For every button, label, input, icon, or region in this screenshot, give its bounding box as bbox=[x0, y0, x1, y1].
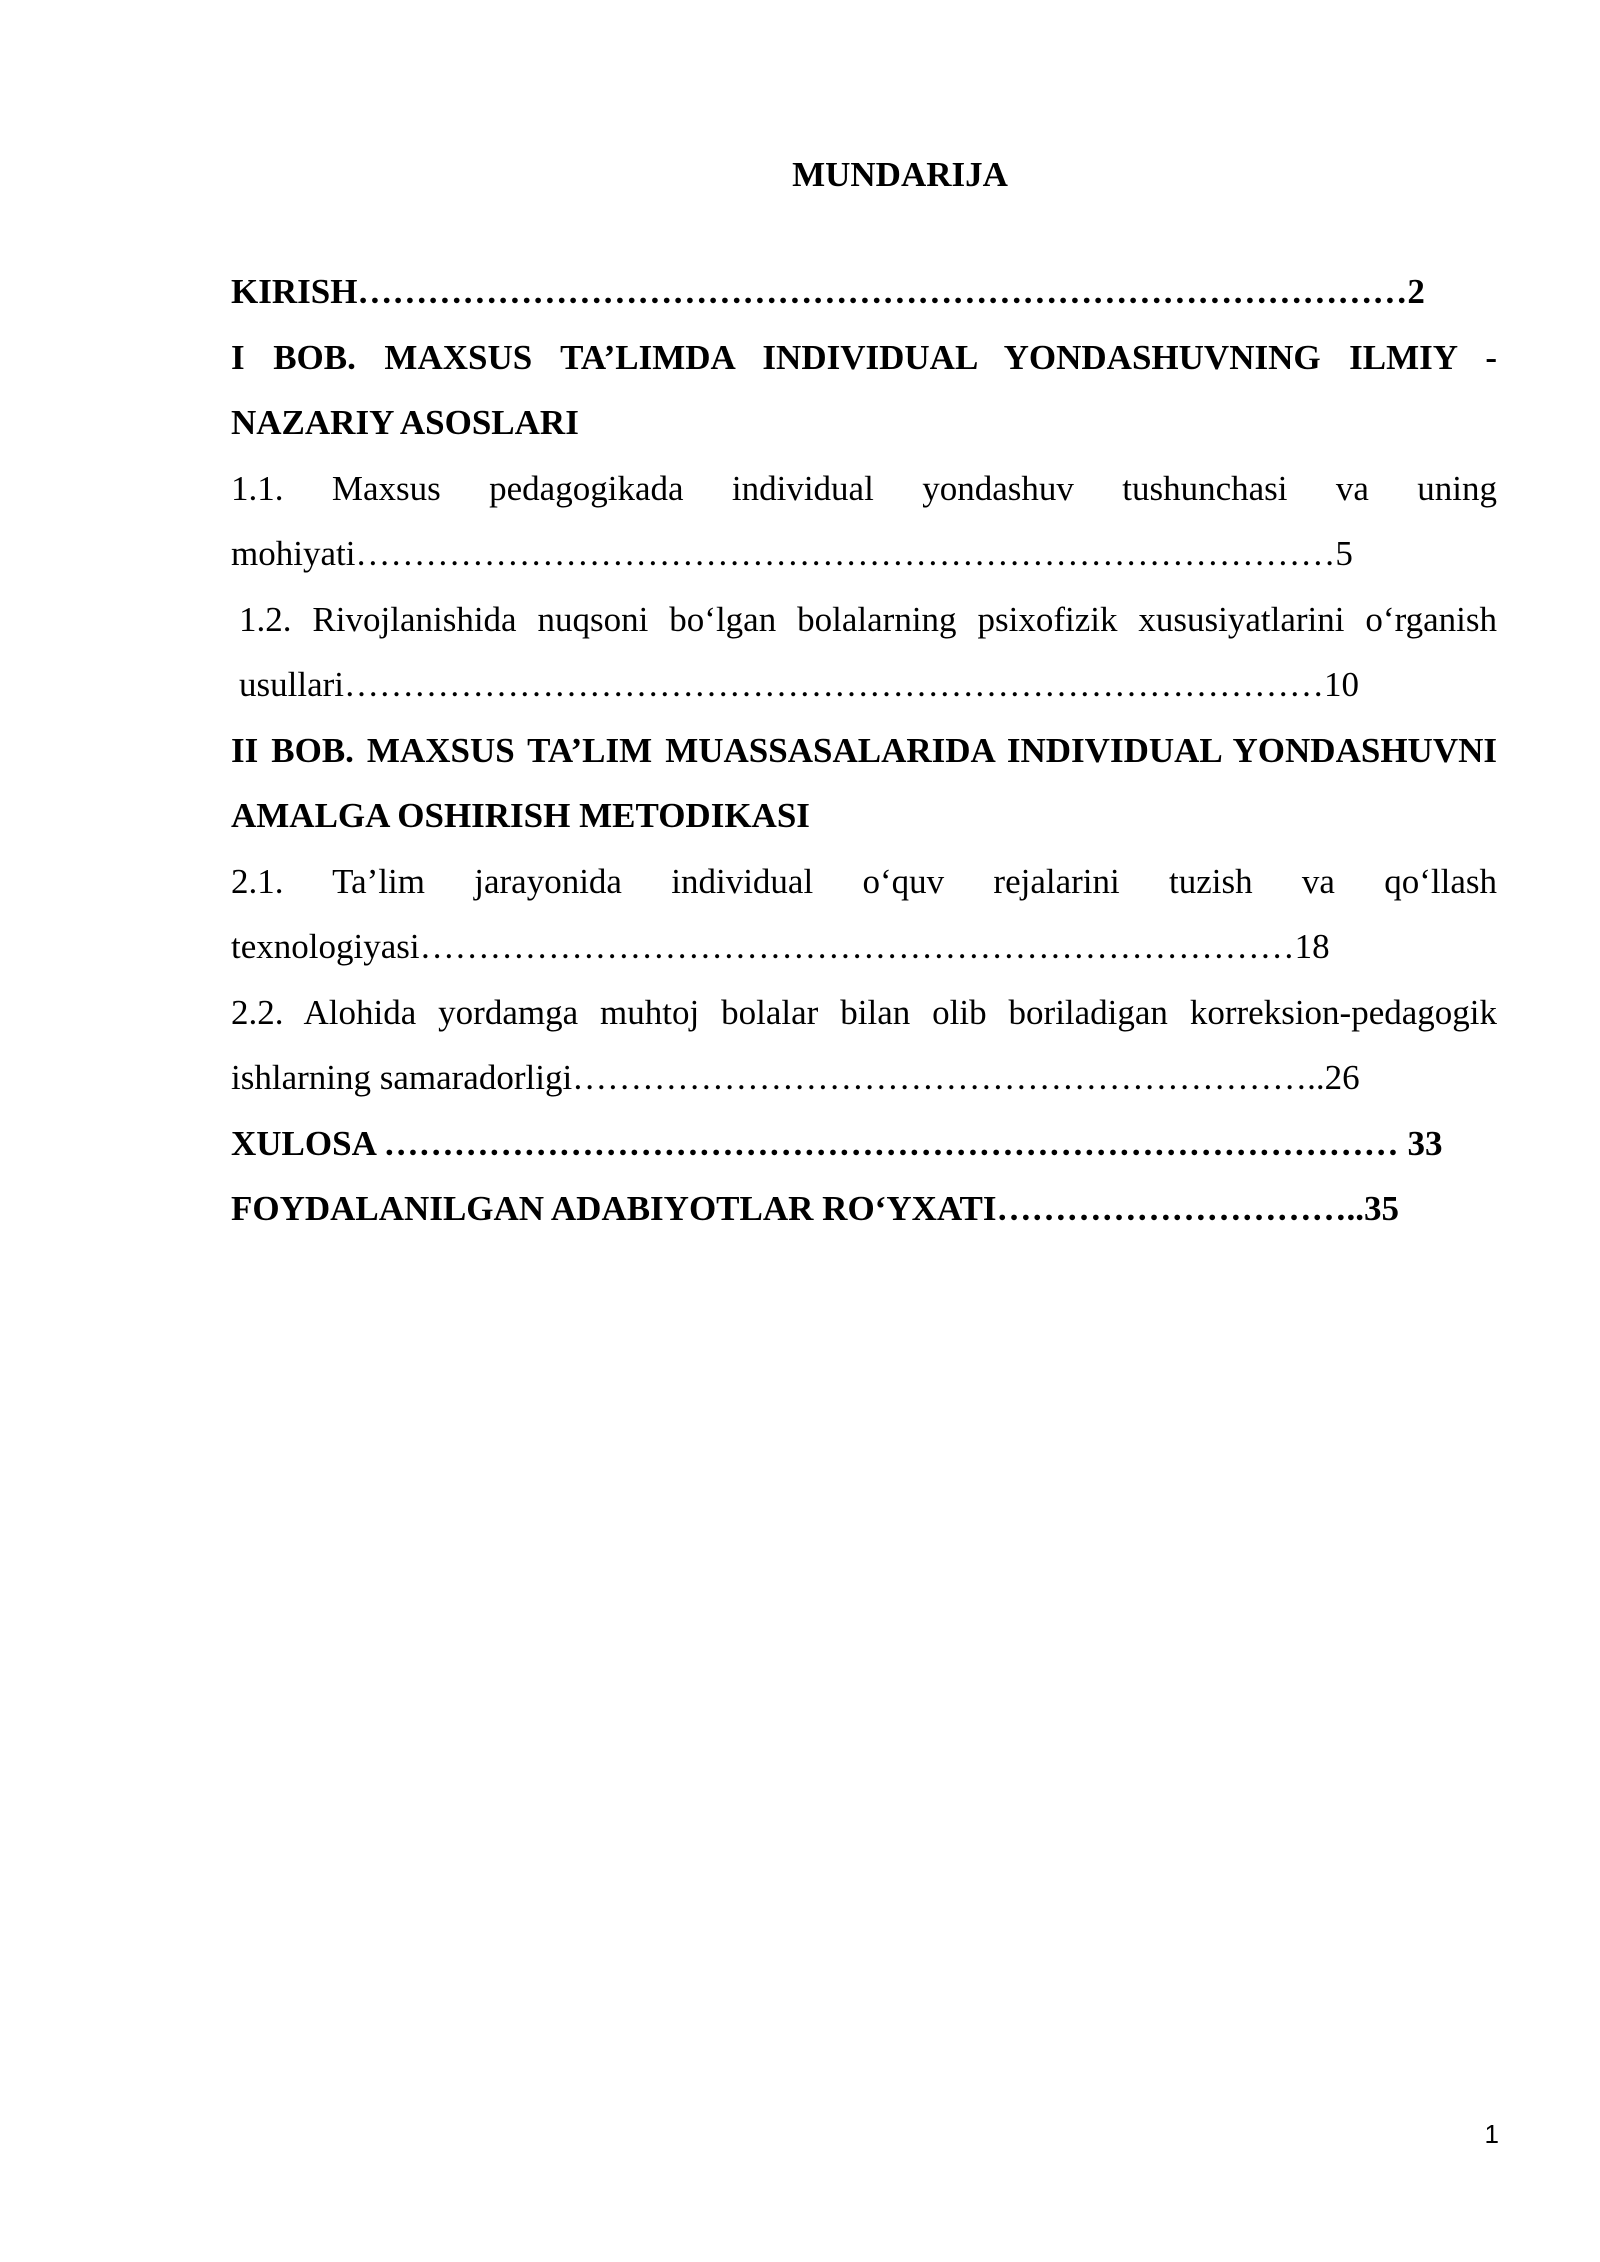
toc-entry-references[interactable] bbox=[231, 1176, 1497, 1242]
toc-entry-chapter-1-line1: I BOB. MAXSUS TA’LIMDA INDIVIDUAL YONDASHUVNING ILMIY - bbox=[231, 337, 1497, 377]
page-number: 1 bbox=[1484, 2119, 1499, 2149]
toc-entry-section-1-1-line1: 1.1. Maxsus pedagogikada individual yondashuv tushunchasi va uning bbox=[231, 468, 1497, 508]
table-of-contents bbox=[231, 259, 1497, 1242]
toc-entry-xulosa-line2: 33 bbox=[1407, 1123, 1443, 1163]
toc-entry-section-1-2-line2: usullari…………………………………………………………………………10 bbox=[239, 665, 1359, 704]
toc-entry-chapter-2[interactable] bbox=[231, 718, 1497, 849]
toc-entry-section-1-2-line1: 1.2. Rivojlanishida nuqsoni bo‘lgan bolalarning psixofizik xususiyatlarini o‘rganish bbox=[239, 599, 1497, 639]
toc-entry-xulosa-line1: XULOSA …………………………………………………………………………… bbox=[231, 1123, 1408, 1163]
toc-entry-kirish[interactable] bbox=[231, 259, 1497, 325]
toc-entry-section-2-1-line2: texnologiyasi…………………………………………………………………18 bbox=[231, 927, 1330, 966]
toc-entry-chapter-1-line2: NAZARIY ASOSLARI bbox=[231, 403, 579, 442]
toc-entry-section-1-1-line2: mohiyati…………………………………………………………………………5 bbox=[231, 534, 1353, 573]
toc-entry-section-2-1[interactable] bbox=[231, 849, 1497, 980]
page-title: MUNDARIJA bbox=[792, 155, 1008, 194]
toc-entry-section-2-2[interactable] bbox=[231, 980, 1497, 1111]
toc-entry-section-1-1[interactable] bbox=[231, 456, 1497, 587]
toc-entry-chapter-2-line2: YONDASHUVNI AMALGA OSHIRISH METODIKASI bbox=[231, 730, 1497, 835]
toc-entry-section-2-2-line2: ishlarning samaradorligi………………………………………………………..26 bbox=[231, 1058, 1360, 1097]
toc-entry-chapter-2-line1: II BOB. MAXSUS TA’LIM MUASSASALARIDA INDIVIDUAL bbox=[231, 730, 1233, 770]
toc-entry-references-line1: FOYDALANILGAN ADABIYOTLAR bbox=[231, 1189, 823, 1228]
toc-entry-section-2-1-line1: 2.1. Ta’lim jarayonida individual o‘quv rejalarini tuzish va qo‘llash bbox=[231, 861, 1497, 901]
toc-entry-section-2-2-line1: 2.2. Alohida yordamga muhtoj bolalar bilan olib boriladigan korreksion-pedagogik bbox=[231, 992, 1497, 1032]
toc-entry-section-1-2[interactable] bbox=[231, 587, 1497, 718]
toc-entry-kirish-text: KIRISH………………………………………………………………………………2 bbox=[231, 272, 1425, 311]
toc-entry-references-line2: RO‘YXATI…………………………..35 bbox=[822, 1189, 1400, 1228]
toc-entry-chapter-1[interactable] bbox=[231, 325, 1497, 456]
toc-entry-xulosa[interactable] bbox=[231, 1111, 1497, 1177]
